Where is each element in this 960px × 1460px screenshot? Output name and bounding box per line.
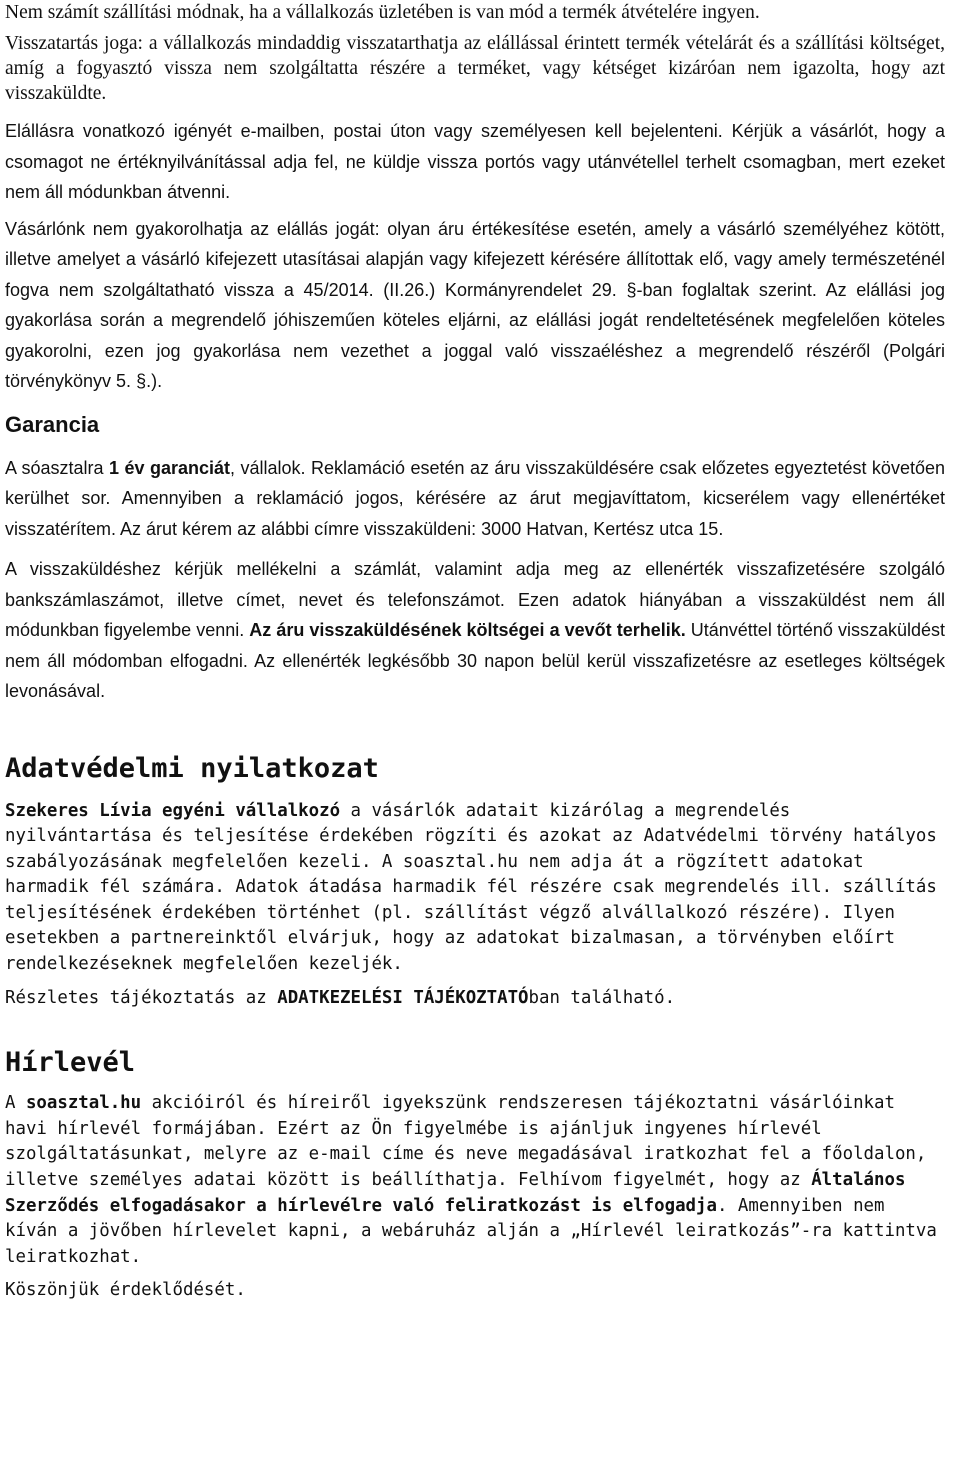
retention-text: : a vállalkozás mindaddig visszatarthatja az elállással érintett termék vételárát és a szállítási költséget, amíg a fogyasztó vissza nem szolgáltatta részére a terméket, vagy kétséget kizáróan nem igazolta, hogy azt visszaküldte. (5, 33, 945, 104)
adatvedelem-p2-pre: Részletes tájékoztatás az (5, 987, 278, 1008)
garancia-paragraph-1 (5, 453, 945, 545)
garancia-p1-bold: 1 év garanciát (108, 457, 230, 478)
retention-label: Visszatartás joga (5, 33, 138, 54)
withdrawal-notice-paragraph: Elállásra vonatkozó igényét e-mailben, postai úton vagy személyesen kell bejelenteni. Kérjük a vásárlót, hogy a csomagot ne értéknyilvánítással adja fel, ne küldje vissza portós vagy utánvétellel terhelt csomagban, mert ezeket nem áll módunkban átvenni. (5, 121, 945, 202)
adatvedelem-heading: Adatvédelmi nyilatkozat (5, 752, 379, 784)
garancia-p2-bold: Az áru visszaküldésének költségei a vevőt terhelik. (249, 620, 686, 640)
retention-paragraph (5, 31, 945, 106)
adatvedelem-p2-post: ban található. (528, 987, 676, 1008)
garancia-p2-post: Utánvéttel történő visszaküldést nem áll módomban elfogadni. Az ellenérték legkésőbb 30 napon belül kerül visszafizetésre az esetleges költségek levonásával. (5, 620, 945, 701)
garancia-paragraph-2 (5, 554, 945, 707)
adatvedelem-paragraph-1 (5, 799, 945, 978)
hirlevel-paragraph-1 (5, 1091, 945, 1270)
hirlevel-p1-mid: akcióiról és híreiről igyekszünk rendszeresen tájékoztatni vásárlóinkat havi hírlevél formájában. Ezért az Ön figyelmébe is ajánljuk ingyenes hírlevél szolgáltatásunkat, melyre az e-mail címe és neve megadásával iratkozhat fel a főoldalon, illetve személyes adatai között is beállíthatja. Felhívom figyelmét, hogy az (5, 1093, 927, 1191)
withdrawal-exceptions-paragraph: Vásárlónk nem gyakorolhatja az elállás jogát: olyan áru értékesítése esetén, amely a vásárló személyéhez kötött, illetve amelyet a vásárló kifejezett utasításai alapján vagy kifejezett kérésére állítottak elő, vagy amely természeténél fogva nem szolgáltatható vissza a 45/2014. (II.26.) Kormányrendelet 29. §-ban foglaltak szerint. Az elállási jog gyakorlása során a megrendelő jóhiszeműen köteles eljárni, az elállási jogát rendeltetésének megfelelően köteles gyakorolni, ezen jog gyakorlása nem vezethet a joggal való visszaéléshez a megrendelő részéről (Polgári törvénykönyv 5. §.). (5, 218, 945, 391)
hirlevel-p1-pre: A (5, 1093, 26, 1114)
adatvedelem-p2-bold: ADATKEZELÉSI TÁJÉKOZTATÓ (277, 987, 529, 1008)
hirlevel-p1-bold1: soasztal.hu (25, 1093, 142, 1114)
pickup-paragraph: Nem számít szállítási módnak, ha a vállalkozás üzletében is van mód a termék átvételére ingyen. (5, 2, 760, 23)
adatvedelem-p1-bold: Szekeres Lívia egyéni vállalkozó (5, 800, 341, 821)
garancia-p1-post: , vállalok. Reklamáció esetén az áru visszaküldésére csak előzetes egyeztetést követően kerülhet sor. Amennyiben a reklamáció jogos, kérésére az árut megjavíttatom, kicserélem vagy ellenértéket visszatérítem. Az árut kérem az alábbi címre visszaküldeni: 3000 Hatvan, Kertész utca 15. (5, 457, 945, 539)
hirlevel-paragraph-2: Köszönjük érdeklődését. (5, 1280, 246, 1301)
hirlevel-p1-bold2: Általános Szerződés elfogadásakor a hírlevélre való feliratkozást is elfogadja (5, 1170, 906, 1216)
garancia-p1-pre: A sóasztalra (5, 457, 109, 478)
adatvedelem-p1-post: a vásárlók adatait kizárólag a megrendelés nyilvántartása és teljesítése érdekében rögzíti és azokat az Adatvédelmi törvény hatályos szabályozásának megfelelően kezeli. A soasztal.hu nem adja át a rögzített adatokat harmadik fél számára. Adatok átadása harmadik fél részére csak megrendelés ill. szállítás teljesítésének érdekében történhet (pl. szállítást végző alvállalkozó részére). Ilyen esetekben a partnereinktől elvárjuk, hogy az adatokat bizalmasan, a törvényben előírt rendelkezéseknek megfelelően kezeljék. (5, 800, 937, 975)
adatvedelem-paragraph-2 (5, 986, 945, 1012)
garancia-heading: Garancia (5, 411, 100, 437)
hirlevel-p1-post: . Amennyiben nem kíván a jövőben hírlevelet kapni, a webáruház alján a „Hírlevél leiratkozás”-ra kattintva leiratkozhat. (5, 1195, 937, 1267)
garancia-p2-pre: A visszaküldéshez kérjük mellékelni a számlát, valamint adja meg az ellenérték visszafizetésére szolgáló bankszámlaszámot, illetve címet, nevet és telefonszámot. Ezen adatok hiányában a visszaküldést nem áll módunkban figyelembe venni. (5, 559, 945, 640)
hirlevel-heading: Hírlevél (5, 1047, 136, 1079)
